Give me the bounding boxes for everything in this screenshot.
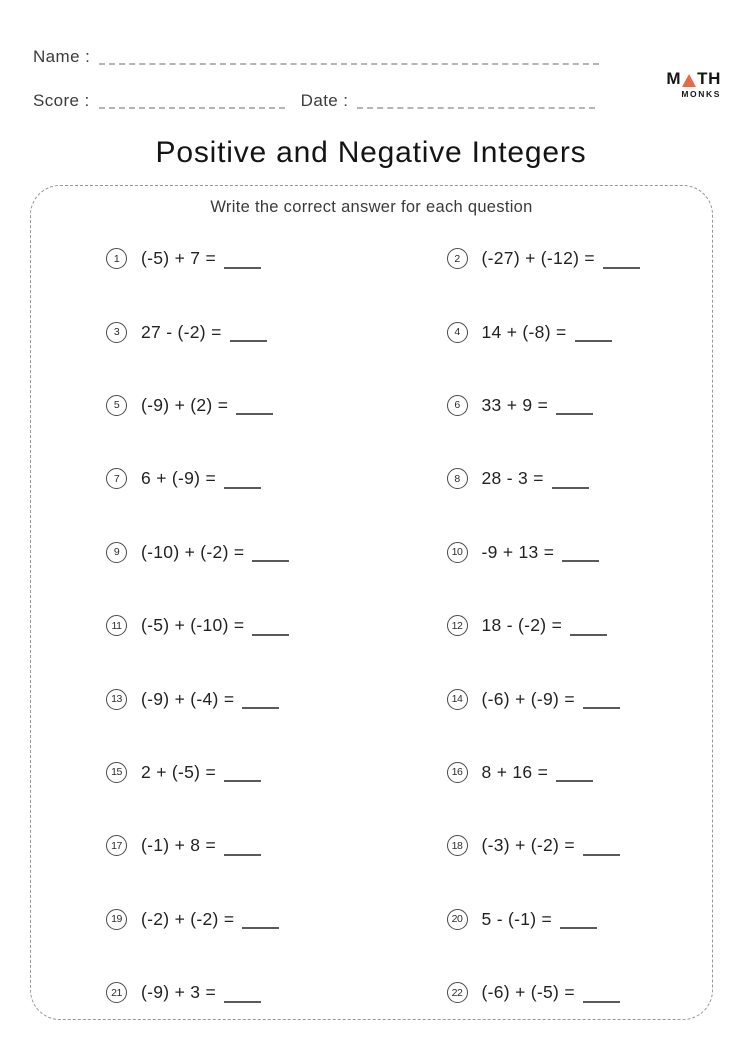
- question-number-circle: 20: [447, 909, 468, 930]
- question-expression: (-1) + 8 =: [141, 835, 216, 856]
- question-item: [31, 516, 372, 589]
- answer-blank: [230, 340, 267, 342]
- question-number-circle: 12: [447, 615, 468, 636]
- answer-blank: [583, 707, 620, 709]
- name-row: [33, 48, 599, 65]
- question-item: [31, 442, 372, 515]
- instruction-text: Write the correct answer for each question: [210, 198, 533, 216]
- logo-text-m: M: [666, 69, 682, 88]
- question-item: [372, 883, 713, 956]
- question-expression: -9 + 13 =: [481, 541, 555, 562]
- answer-blank: [603, 267, 640, 269]
- answer-blank: [224, 487, 261, 489]
- question-item: [372, 662, 713, 735]
- question-item: [372, 222, 713, 295]
- question-expression: (-2) + (-2) =: [141, 908, 235, 929]
- date-blank-line: [357, 105, 595, 109]
- question-expression: (-10) + (-2) =: [141, 541, 245, 562]
- question-expression: 5 - (-1) =: [481, 908, 553, 929]
- question-expression: 18 - (-2) =: [481, 615, 563, 636]
- question-number-circle: 8: [447, 468, 468, 489]
- answer-blank: [236, 413, 273, 415]
- question-expression: (-9) + (2) =: [141, 394, 229, 415]
- question-number-circle: 4: [447, 322, 468, 343]
- questions-grid: [31, 222, 712, 1029]
- question-expression: (-6) + (-5) =: [481, 982, 575, 1003]
- answer-blank: [556, 413, 593, 415]
- score-blank-line: [99, 105, 285, 109]
- question-number-circle: 10: [447, 542, 468, 563]
- question-number-circle: 16: [447, 762, 468, 783]
- answer-blank: [552, 487, 589, 489]
- answer-blank: [575, 340, 612, 342]
- triangle-icon: [682, 74, 696, 87]
- answer-blank: [252, 560, 289, 562]
- score-date-row: [33, 92, 595, 109]
- question-item: [31, 295, 372, 368]
- question-expression: (-5) + 7 =: [141, 248, 216, 269]
- question-item: [31, 662, 372, 735]
- score-label: Score :: [33, 91, 90, 110]
- question-expression: (-9) + 3 =: [141, 982, 216, 1003]
- question-number-circle: 22: [447, 982, 468, 1003]
- question-expression: 2 + (-5) =: [141, 761, 216, 782]
- name-label: Name :: [33, 47, 91, 66]
- questions-box: [30, 185, 713, 1020]
- question-expression: 27 - (-2) =: [141, 321, 222, 342]
- question-item: [372, 442, 713, 515]
- question-expression: (-27) + (-12) =: [481, 248, 595, 269]
- question-expression: 28 - 3 =: [481, 468, 544, 489]
- question-item: [372, 736, 713, 809]
- question-item: [372, 369, 713, 442]
- answer-blank: [583, 854, 620, 856]
- answer-blank: [224, 854, 261, 856]
- question-number-circle: 2: [447, 248, 468, 269]
- question-item: [372, 589, 713, 662]
- answer-blank: [560, 927, 597, 929]
- question-item: [31, 369, 372, 442]
- question-number-circle: 19: [106, 909, 127, 930]
- answer-blank: [242, 927, 279, 929]
- answer-blank: [224, 267, 261, 269]
- question-number-circle: 17: [106, 835, 127, 856]
- answer-blank: [583, 1001, 620, 1003]
- question-expression: (-5) + (-10) =: [141, 615, 245, 636]
- question-number-circle: 9: [106, 542, 127, 563]
- question-number-circle: 3: [106, 322, 127, 343]
- question-expression: (-3) + (-2) =: [481, 835, 575, 856]
- question-number-circle: 18: [447, 835, 468, 856]
- answer-blank: [556, 780, 593, 782]
- question-number-circle: 5: [106, 395, 127, 416]
- question-expression: 14 + (-8) =: [481, 321, 567, 342]
- math-monks-logo: [666, 70, 721, 99]
- answer-blank: [242, 707, 279, 709]
- question-number-circle: 6: [447, 395, 468, 416]
- question-item: [31, 956, 372, 1029]
- answer-blank: [224, 1001, 261, 1003]
- question-item: [372, 295, 713, 368]
- question-item: [31, 589, 372, 662]
- answer-blank: [570, 634, 607, 636]
- question-expression: 8 + 16 =: [481, 761, 549, 782]
- question-item: [372, 516, 713, 589]
- logo-subtext: MONKS: [681, 89, 721, 99]
- question-expression: 33 + 9 =: [481, 394, 549, 415]
- question-item: [31, 736, 372, 809]
- question-item: [372, 809, 713, 882]
- question-item: [31, 883, 372, 956]
- question-number-circle: 11: [106, 615, 127, 636]
- question-number-circle: 7: [106, 468, 127, 489]
- logo-wordmark: [666, 70, 721, 87]
- question-item: [372, 956, 713, 1029]
- question-expression: 6 + (-9) =: [141, 468, 216, 489]
- question-expression: (-9) + (-4) =: [141, 688, 235, 709]
- name-blank-line: [99, 61, 599, 65]
- question-number-circle: 14: [447, 689, 468, 710]
- question-item: [31, 222, 372, 295]
- question-number-circle: 1: [106, 248, 127, 269]
- question-item: [31, 809, 372, 882]
- question-number-circle: 13: [106, 689, 127, 710]
- answer-blank: [252, 634, 289, 636]
- question-number-circle: 15: [106, 762, 127, 783]
- question-expression: (-6) + (-9) =: [481, 688, 575, 709]
- date-label: Date :: [300, 91, 349, 110]
- logo-text-th: TH: [697, 69, 721, 88]
- page-title: Positive and Negative Integers: [155, 136, 587, 169]
- answer-blank: [562, 560, 599, 562]
- question-number-circle: 21: [106, 982, 127, 1003]
- answer-blank: [224, 780, 261, 782]
